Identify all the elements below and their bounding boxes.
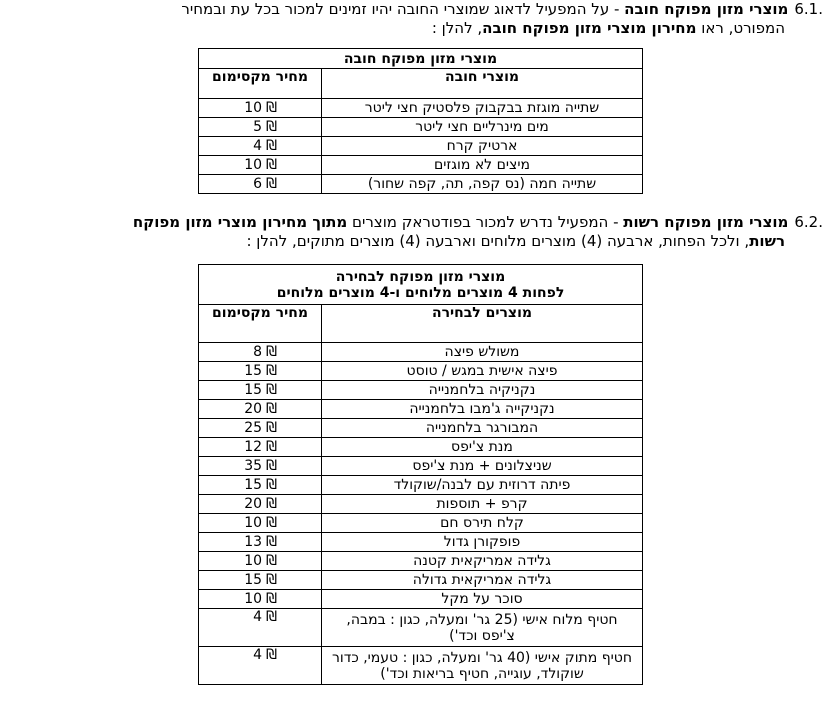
price-value: 4 (253, 138, 263, 154)
product-name: חטיף מתוק אישי (40 גר' ומעלה, כגון : טעמי, כדור שוקולד, עוגייה, חטיף בריאות וכד') (322, 647, 643, 685)
price-value: 12 (244, 439, 263, 455)
section-text: , ולכל הפחות, ארבעה (4) מוצרים מלוחים וארבעה (4) מוצרים מתוקים, להלן : (246, 232, 750, 250)
product-name: גלידה אמריקאית גדולה (322, 571, 643, 590)
price-value: 4 (253, 609, 263, 625)
shekel-symbol: ₪ (266, 647, 277, 663)
section-6-2-line-2 (13, 232, 823, 251)
shekel-symbol: ₪ (266, 363, 277, 379)
section-6-1-line-2 (13, 19, 823, 38)
price-value: 15 (244, 477, 263, 493)
max-price-cell (199, 175, 322, 194)
section-reference: רשות (749, 232, 785, 250)
column-header-price: מחיר מקסימום (199, 69, 322, 99)
max-price-cell (199, 118, 322, 137)
product-name: שניצלונים + מנת צ'יפס (322, 457, 643, 476)
price-value: 10 (244, 591, 263, 607)
table-row (199, 609, 643, 647)
product-name: נקניקייה ג'מבו בלחמנייה (322, 400, 643, 419)
max-price-cell (199, 609, 322, 647)
column-header-price: מחיר מקסימום (199, 305, 322, 343)
shekel-symbol: ₪ (266, 534, 277, 550)
section-6-1-paragraph (13, 0, 823, 38)
table-row (199, 400, 643, 419)
shekel-symbol: ₪ (266, 176, 277, 192)
mandatory-products-table (198, 48, 643, 194)
table-row (199, 438, 643, 457)
shekel-symbol: ₪ (266, 138, 277, 154)
price-value: 6 (253, 176, 263, 192)
shekel-symbol: ₪ (266, 458, 277, 474)
product-name: ארטיק קרח (322, 137, 643, 156)
price-value: 10 (244, 157, 263, 173)
max-price-cell (199, 419, 322, 438)
table-row (199, 476, 643, 495)
price-value: 10 (244, 100, 263, 116)
product-name: נקניקיה בלחמנייה (322, 381, 643, 400)
shekel-symbol: ₪ (266, 344, 277, 360)
price-value: 15 (244, 572, 263, 588)
shekel-symbol: ₪ (266, 609, 277, 625)
max-price-cell (199, 137, 322, 156)
price-value: 25 (244, 420, 263, 436)
max-price-cell (199, 571, 322, 590)
shekel-symbol: ₪ (266, 572, 277, 588)
max-price-cell (199, 156, 322, 175)
section-text: - המפעיל נדרש למכור בפודטראק מוצרים (347, 213, 624, 231)
table-row (199, 514, 643, 533)
product-name: מנת צ'יפס (322, 438, 643, 457)
price-value: 10 (244, 553, 263, 569)
section-title: מוצרי מזון מפוקח חובה (624, 0, 789, 18)
shekel-symbol: ₪ (266, 553, 277, 569)
max-price-cell (199, 438, 322, 457)
shekel-symbol: ₪ (266, 477, 277, 493)
table-row (199, 137, 643, 156)
max-price-cell (199, 590, 322, 609)
product-name: פופקורן גדול (322, 533, 643, 552)
section-text: , להלן : (431, 19, 483, 37)
max-price-cell (199, 457, 322, 476)
table-row (199, 118, 643, 137)
product-name: קלח תירס חם (322, 514, 643, 533)
shekel-symbol: ₪ (266, 420, 277, 436)
table-title-block (199, 265, 643, 305)
table-row (199, 362, 643, 381)
max-price-cell (199, 362, 322, 381)
product-name: שתייה מוגזת בבקבוק פלסטיק חצי ליטר (322, 99, 643, 118)
shekel-symbol: ₪ (266, 496, 277, 512)
max-price-cell (199, 552, 322, 571)
product-name: חטיף מלוח אישי (25 גר' ומעלה, כגון : במבה, צ'יפס וכד') (322, 609, 643, 647)
column-header-item: מוצרים לבחירה (322, 305, 643, 343)
price-value: 35 (244, 458, 263, 474)
max-price-cell (199, 514, 322, 533)
table-row (199, 552, 643, 571)
shekel-symbol: ₪ (266, 100, 277, 116)
max-price-cell (199, 400, 322, 419)
product-name: קרפ + תוספות (322, 495, 643, 514)
shekel-symbol: ₪ (266, 382, 277, 398)
price-value: 5 (253, 119, 263, 135)
price-value: 4 (253, 647, 263, 663)
section-title: מוצרי מזון מפוקח רשות (623, 213, 789, 231)
section-reference: מתוך מחירון מוצרי מזון מפוקח (132, 213, 348, 231)
table-row (199, 590, 643, 609)
section-6-2-paragraph (13, 213, 823, 251)
product-name: סוכר על מקל (322, 590, 643, 609)
section-text: המפורט, ראו (696, 19, 785, 37)
max-price-cell (199, 647, 322, 685)
section-6-2-line-1 (13, 213, 823, 232)
shekel-symbol: ₪ (266, 119, 277, 135)
optional-products-table (198, 264, 643, 685)
price-value: 15 (244, 382, 263, 398)
max-price-cell (199, 495, 322, 514)
product-name: שתייה חמה (נס קפה, תה, קפה שחור) (322, 175, 643, 194)
table-row (199, 647, 643, 685)
section-reference: מחירון מוצרי מזון מפוקח חובה (482, 19, 697, 37)
table-row (199, 533, 643, 552)
table-title: מוצרי מזון מפוקח חובה (199, 49, 643, 69)
column-header-item: מוצרי חובה (322, 69, 643, 99)
section-number: 6.1. (794, 0, 823, 18)
shekel-symbol: ₪ (266, 401, 277, 417)
product-name: המבורגר בלחמנייה (322, 419, 643, 438)
price-value: 20 (244, 496, 263, 512)
price-value: 10 (244, 515, 263, 531)
shekel-symbol: ₪ (266, 515, 277, 531)
table-title: מוצרי מזון מפוקח לבחירה (335, 268, 506, 285)
product-name: מים מינרליים חצי ליטר (322, 118, 643, 137)
price-value: 15 (244, 363, 263, 379)
product-name: מיצים לא מוגזים (322, 156, 643, 175)
section-number: 6.2. (794, 213, 823, 231)
max-price-cell (199, 99, 322, 118)
table-row (199, 99, 643, 118)
table-row (199, 175, 643, 194)
section-text: - על המפעיל לדאוג שמוצרי החובה יהיו זמינים למכור בכל עת ובמחיר (181, 0, 625, 18)
table-subtitle: לפחות 4 מוצרים מלוחים ו-4 מוצרים מלוחים (276, 284, 565, 301)
product-name: גלידה אמריקאית קטנה (322, 552, 643, 571)
table-row (199, 419, 643, 438)
max-price-cell (199, 381, 322, 400)
table-row (199, 457, 643, 476)
price-value: 8 (253, 344, 263, 360)
price-value: 20 (244, 401, 263, 417)
table-row (199, 571, 643, 590)
max-price-cell (199, 476, 322, 495)
max-price-cell (199, 533, 322, 552)
shekel-symbol: ₪ (266, 591, 277, 607)
product-name: פיצה אישית במגש / טוסט (322, 362, 643, 381)
section-6-1-line-1 (13, 0, 823, 19)
shekel-symbol: ₪ (266, 157, 277, 173)
table-row (199, 495, 643, 514)
table-row (199, 381, 643, 400)
product-name: משולש פיצה (322, 343, 643, 362)
table-row (199, 343, 643, 362)
price-value: 13 (244, 534, 263, 550)
max-price-cell (199, 343, 322, 362)
product-name: פיתה דרוזית עם לבנה/שוקולד (322, 476, 643, 495)
table-row (199, 156, 643, 175)
shekel-symbol: ₪ (266, 439, 277, 455)
